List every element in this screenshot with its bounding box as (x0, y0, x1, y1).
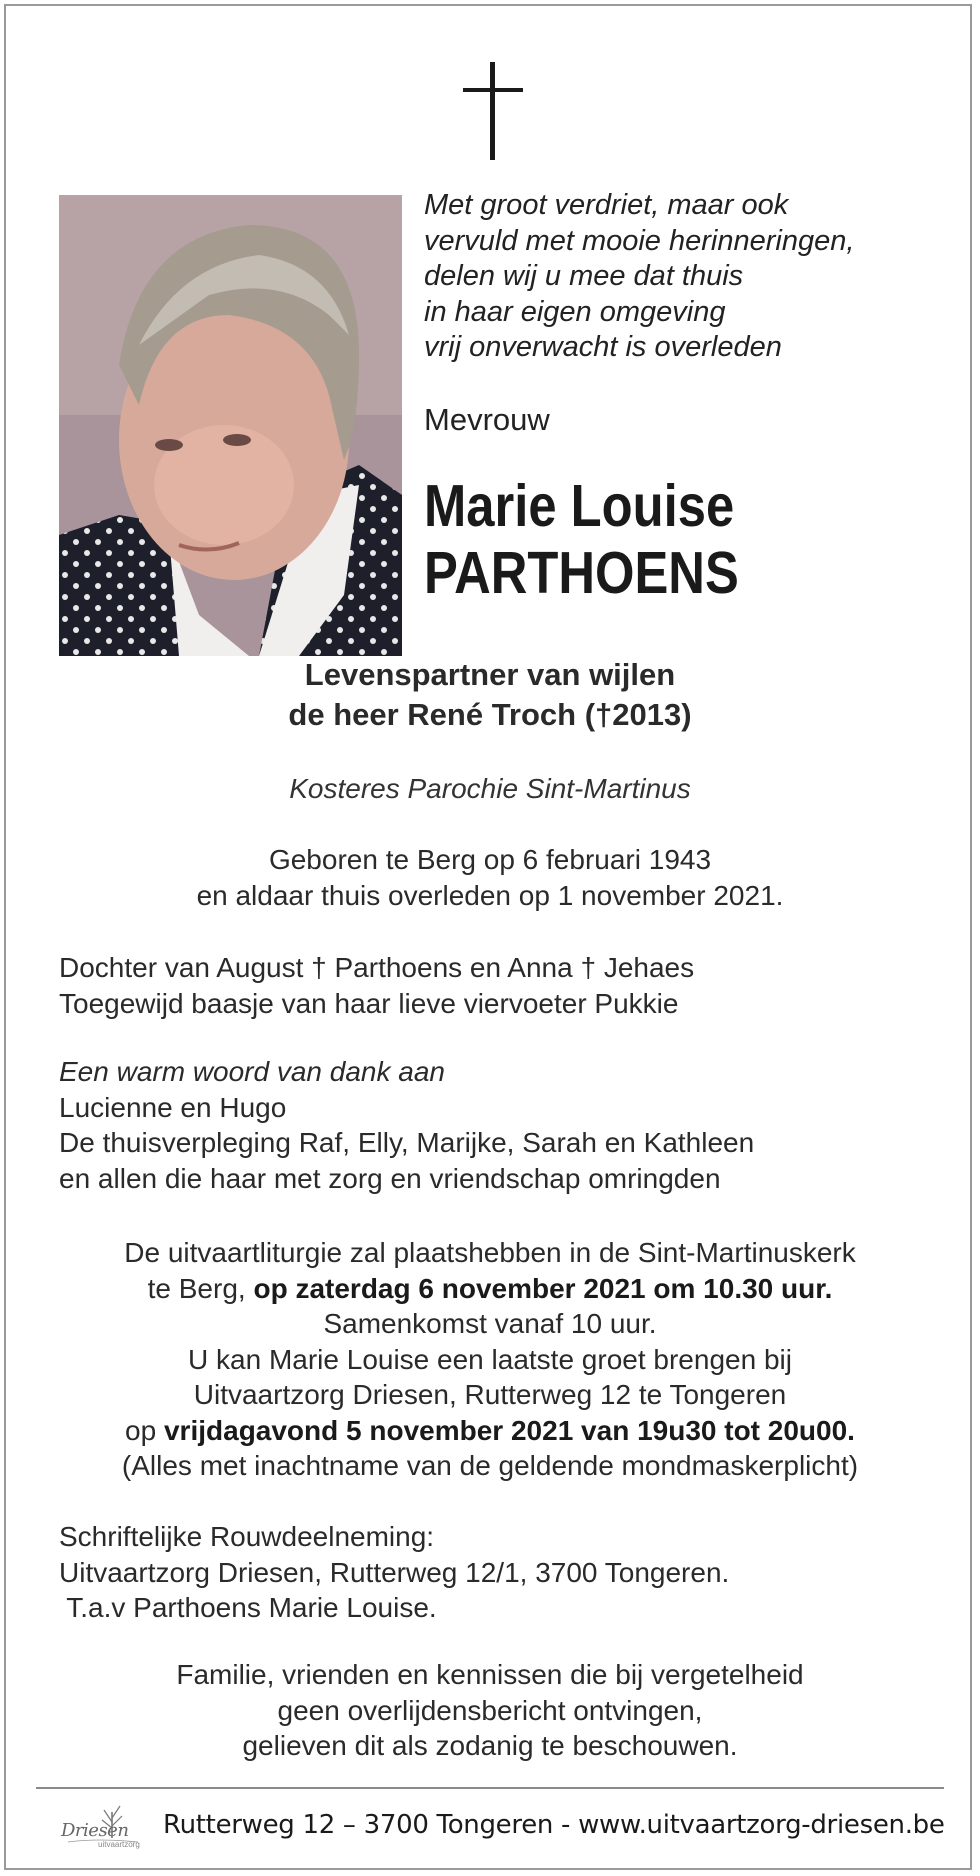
closing-line: Familie, vrienden en kennissen die bij vergetelheid (176, 1659, 804, 1690)
portrait-photo (59, 195, 402, 656)
partner-line: de heer René Troch (†2013) (288, 697, 692, 732)
footer-address: Rutterweg 12 – 3700 Tongeren - www.uitvaartzorg-driesen.be (163, 1810, 945, 1840)
thanks-line: Lucienne en Hugo (59, 1091, 287, 1123)
intro-line: in haar eigen omgeving (424, 295, 726, 328)
closing-line: geen overlijdensbericht ontvingen, (277, 1694, 703, 1726)
condolence-line: T.a.v Parthoens Marie Louise. (59, 1592, 437, 1623)
funeral-date: op zaterdag 6 november 2021 om 10.30 uur. (253, 1272, 833, 1304)
pet-line: Toegewijd baasje van haar lieve viervoeter Pukkie (59, 987, 679, 1019)
partner-line: Levenspartner van wijlen (304, 657, 676, 692)
closing-note (0, 1657, 980, 1764)
birth-death-info (0, 842, 980, 914)
footer-divider (36, 1787, 944, 1789)
intro-line: vervuld met mooie herinneringen, (424, 224, 855, 257)
parents-line: Dochter van August † Parthoens en Anna † Jehaes (59, 952, 695, 983)
visitation-pre: op (125, 1414, 164, 1446)
role-text: Kosteres Parochie Sint-Martinus (289, 773, 691, 804)
intro-line: vrij onverwacht is overleden (424, 331, 782, 363)
tree-logo-icon (58, 1798, 142, 1852)
partner-info (0, 655, 980, 735)
intro-line: delen wij u mee dat thuis (424, 260, 744, 292)
thanks-section (59, 1054, 754, 1196)
cross-icon (463, 62, 523, 160)
thanks-line: en allen die haar met zorg en vriendschap omringden (59, 1162, 721, 1194)
funeral-line: (Alles met inachtname van de geldende mondmaskerplicht) (121, 1450, 859, 1481)
thanks-line: De thuisverpleging Raf, Elly, Marijke, Sarah en Kathleen (59, 1127, 755, 1158)
salutation: Mevrouw (424, 402, 550, 437)
born-line: Geboren te Berg op 6 februari 1943 (268, 844, 712, 875)
visitation-date: vrijdagavond 5 november 2021 van 19u30 tot 20u00. (163, 1414, 855, 1446)
condolence-line: Uitvaartzorg Driesen, Rutterweg 12/1, 3700 Tongeren. (59, 1556, 730, 1588)
closing-line: gelieven dit als zodanig te beschouwen. (242, 1730, 738, 1761)
died-line: en aldaar thuis overleden op 1 november 2021. (196, 880, 784, 911)
funeral-line: Uitvaartzorg Driesen, Rutterweg 12 te Tongeren (193, 1379, 787, 1410)
visitation-line (0, 1413, 980, 1449)
surname: PARTHOENS (424, 540, 739, 606)
first-names: Marie Louise (424, 473, 735, 539)
condolence-line: Schriftelijke Rouwdeelneming: (59, 1521, 435, 1552)
funeral-line: De uitvaartliturgie zal plaatshebben in de Sint-Martinuskerk (124, 1237, 856, 1268)
funeral-line: Samenkomst vanaf 10 uur. (323, 1308, 657, 1339)
funeral-info (0, 1235, 980, 1484)
family-info (59, 950, 694, 1021)
intro-line: Met groot verdriet, maar ook (424, 189, 789, 221)
logo-word: Driesen (61, 1820, 129, 1841)
funeral-date-line (0, 1271, 980, 1307)
intro-text (424, 188, 944, 366)
funeral-line: U kan Marie Louise een laatste groet brengen bij (188, 1343, 792, 1375)
condolence-address (59, 1519, 729, 1626)
logo-subtitle: uitvaartzorg (98, 1840, 140, 1849)
thanks-heading: Een warm woord van dank aan (59, 1056, 445, 1087)
deceased-name (424, 473, 739, 607)
funeral-place: te Berg, (147, 1272, 254, 1304)
